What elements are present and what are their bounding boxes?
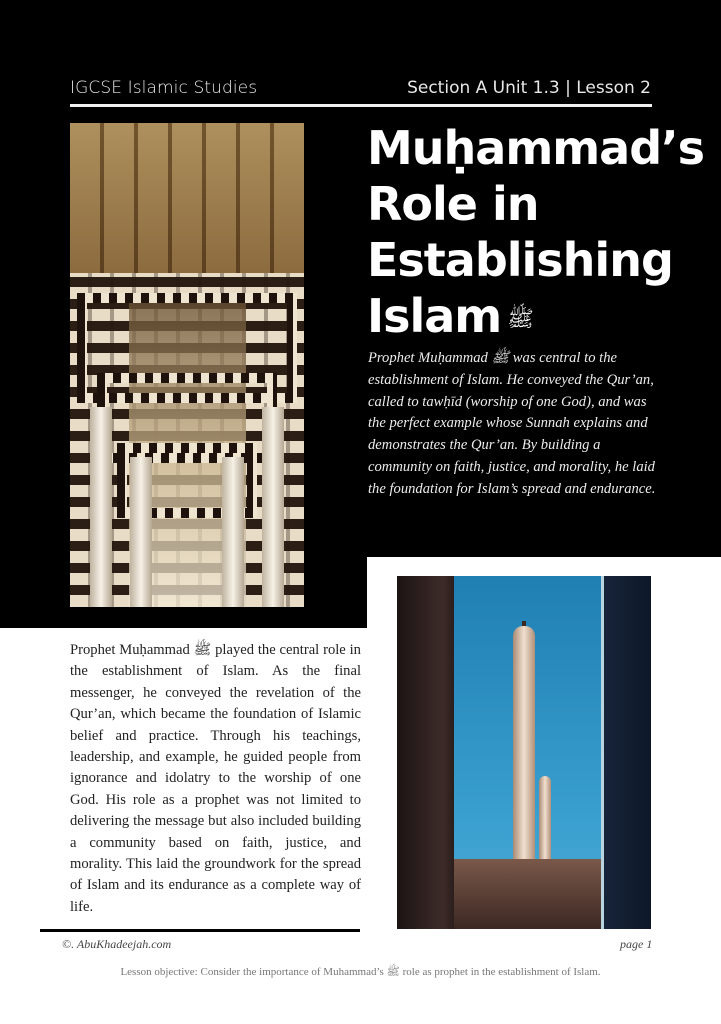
minaret (513, 626, 535, 876)
honorific-glyph: ﷺ (507, 306, 534, 332)
umbrellas (454, 859, 601, 929)
title-line: Islam (367, 289, 502, 343)
column (262, 407, 284, 607)
title-line: Muḥammad’s (367, 121, 704, 175)
intro-summary: Prophet Muḥammad ﷺ was central to the establishment of Islam. He conveyed the Qur’an, called to tawḥīd (worship of one God), and was the perfect example whose Sunnah explains and demonstrates the Qur’an. By building a community on faith, justice, and morality, he laid the foundation for Islam’s spread and endurance. (368, 350, 656, 497)
title-line: Establishing (367, 233, 673, 287)
section-lesson-label: Section A Unit 1.3 | Lesson 2 (407, 78, 651, 98)
header-divider (70, 104, 652, 107)
minaret-photo (397, 576, 651, 929)
footer-divider (40, 929, 360, 932)
column (130, 457, 152, 607)
mosque-interior-photo (70, 123, 304, 607)
coffered-ceiling (70, 123, 304, 273)
lesson-objective: Lesson objective: Consider the importance of Muhammad’s ﷺ role as prophet in the establishment of Islam. (120, 966, 601, 978)
column (90, 407, 112, 607)
title-line: Role in (367, 177, 539, 231)
page-title (367, 120, 704, 348)
page-number: page 1 (620, 937, 653, 951)
body-paragraph: Prophet Muḥammad ﷺ played the central role in the establishment of Islam. As the final messenger, he conveyed the revelation of the Qur’an, which became the foundation of Islamic belief and practice. Through his teachings, leadership, and example, he guided people from ignorance and idolatry to the worship of one God. His role as a prophet was not limited to delivering the message but also included building a community based on faith, justice, and morality. This laid the groundwork for the spread of Islam and its endurance as a complete way of life. (70, 642, 361, 915)
building-left (397, 576, 454, 929)
course-name: IGCSE Islamic Studies (70, 78, 258, 98)
building-right (601, 576, 651, 929)
copyright: ©. AbuKhadeejah.com (62, 937, 172, 951)
column (222, 457, 244, 607)
